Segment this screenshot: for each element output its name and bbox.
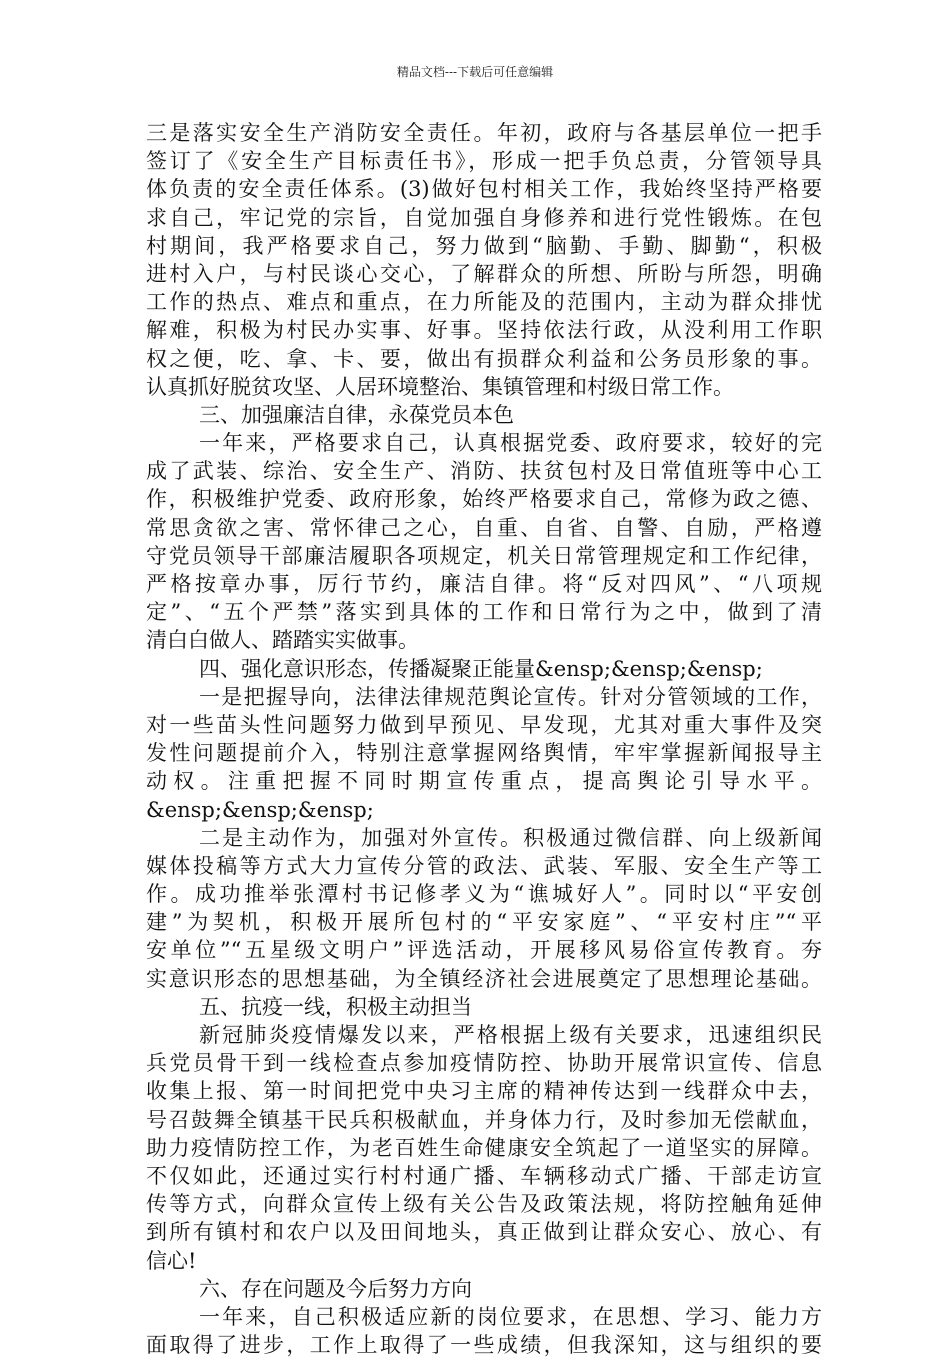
paragraph-line: 解难，积极为村民办实事、好事。坚持依法行政，从没利用工作职 xyxy=(146,318,822,343)
paragraph-line: 守党员领导干部廉洁履职各项规定，机关日常管理规定和工作纪律， xyxy=(146,543,822,568)
paragraph-line: 信心! xyxy=(146,1248,197,1273)
paragraph-line: 新冠肺炎疫情爆发以来，严格根据上级有关要求，迅速组织民 xyxy=(199,1023,822,1047)
section-heading: 三、加强廉洁自律，永葆党员本色 xyxy=(199,402,514,427)
paragraph-line: 不仅如此，还通过实行村村通广播、车辆移动式广播、干部走访宣 xyxy=(146,1163,822,1188)
page-header: 精品文档---下载后可任意编辑 xyxy=(396,65,554,79)
paragraph-line: 常思贪欲之害、常怀律己之心，自重、自省、自警、自励，严格遵 xyxy=(146,515,822,540)
section-heading: 四、强化意识形态，传播凝聚正能量&ensp;&ensp;&ensp; xyxy=(199,656,763,681)
paragraph-line: 工作的热点、难点和重点，在力所能及的范围内，主动为群众排忧 xyxy=(146,290,822,315)
paragraph-line: 实意识形态的思想基础，为全镇经济社会进展奠定了思想理论基础。 xyxy=(146,966,822,991)
paragraph-line: 权之便，吃、拿、卡、要，做出有损群众利益和公务员形象的事。 xyxy=(146,346,822,371)
section-heading: 六、存在问题及今后努力方向 xyxy=(199,1276,472,1301)
paragraph-line: 严格按章办事，厉行节约，廉洁自律。将“反对四风”、“八项规 xyxy=(146,572,822,596)
paragraph-line: 助力疫情防控工作，为老百姓生命健康安全筑起了一道坚实的屏障。 xyxy=(146,1135,822,1160)
paragraph-line: 定”、“五个严禁”落实到具体的工作和日常行为之中，做到了清 xyxy=(146,600,822,625)
paragraph-line: 进村入户，与村民谈心交心，了解群众的所想、所盼与所怨，明确 xyxy=(146,261,822,286)
paragraph-line: 一年来，严格要求自己，认真根据党委、政府要求，较好的完 xyxy=(199,431,822,456)
paragraph-line: 传等方式，向群众宣传上级有关公告及政策法规，将防控触角延伸 xyxy=(146,1192,822,1217)
paragraph-line: 认真抓好脱贫攻坚、人居环境整治、集镇管理和村级日常工作。 xyxy=(146,374,734,399)
paragraph-line: 发性问题提前介入，特别注意掌握网络舆情，牢牢掌握新闻报导主 xyxy=(146,741,822,766)
paragraph-line: 二是主动作为，加强对外宣传。积极通过微信群、向上级新闻 xyxy=(199,825,822,850)
paragraph-line: 到所有镇村和农户以及田间地头，真正做到让群众安心、放心、有 xyxy=(146,1220,822,1245)
paragraph-line: 求自己，牢记党的宗旨，自觉加强自身修养和进行党性锻炼。在包 xyxy=(146,205,822,230)
paragraph-line: 体负责的安全责任体系。(3)做好包村相关工作，我始终坚持严格要 xyxy=(146,177,822,202)
paragraph-line: 安单位”“五星级文明户”评选活动，开展移风易俗宣传教育。夯 xyxy=(146,938,822,963)
paragraph-line: 村期间，我严格要求自己，努力做到“脑勤、手勤、脚勤“，积极 xyxy=(146,233,822,258)
paragraph-line: 兵党员骨干到一线检查点参加疫情防控、协助开展常识宣传、信息 xyxy=(146,1051,822,1076)
paragraph-line: 签订了《安全生产目标责任书》，形成一把手负总责，分管领导具 xyxy=(146,149,822,174)
paragraph-line: 清白白做人、踏踏实实做事。 xyxy=(146,628,419,653)
paragraph-line: 一年来，自己积极适应新的岗位要求，在思想、学习、能力方 xyxy=(199,1304,822,1329)
paragraph-line: 媒体投稿等方式大力宣传分管的政法、武装、军服、安全生产等工 xyxy=(146,853,822,878)
paragraph-line: 面取得了进步，工作上取得了一些成绩，但我深知，这与组织的要 xyxy=(146,1333,822,1358)
paragraph-line: &ensp;&ensp;&ensp; xyxy=(146,797,374,822)
document-body xyxy=(146,119,822,1359)
section-heading: 五、抗疫一线，积极主动担当 xyxy=(199,994,472,1019)
paragraph-line: 作，积极维护党委、政府形象，始终严格要求自己，常修为政之德、 xyxy=(146,487,822,512)
paragraph-line: 一是把握导向，法律法律规范舆论宣传。针对分管领域的工作， xyxy=(199,684,822,709)
paragraph-line: 建”为契机，积极开展所包村的“平安家庭”、“平安村庄”“平 xyxy=(146,910,822,935)
paragraph-line: 收集上报、第一时间把党中央习主席的精神传达到一线群众中去， xyxy=(146,1079,822,1104)
paragraph-line: 号召鼓舞全镇基干民兵积极献血，并身体力行，及时参加无偿献血， xyxy=(146,1107,822,1132)
paragraph-line: 成了武装、综治、安全生产、消防、扶贫包村及日常值班等中心工 xyxy=(146,459,822,484)
paragraph-line: 对一些苗头性问题努力做到早预见、早发现，尤其对重大事件及突 xyxy=(146,712,822,737)
paragraph-line: 三是落实安全生产消防安全责任。年初，政府与各基层单位一把手 xyxy=(146,121,822,145)
paragraph-line: 动权。注重把握不同时期宣传重点，提高舆论引导水平。 xyxy=(146,769,822,794)
paragraph-line: 作。成功推举张潭村书记修孝义为“谯城好人”。同时以“平安创 xyxy=(146,882,822,907)
